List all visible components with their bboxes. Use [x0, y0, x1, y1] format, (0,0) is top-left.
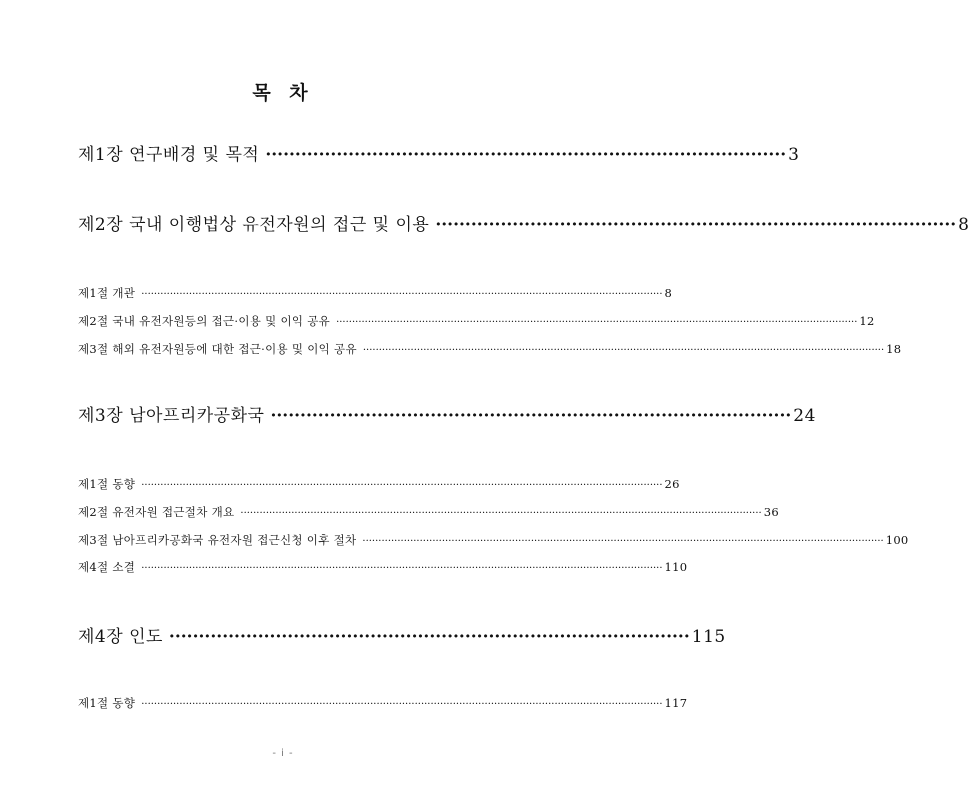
toc-section-2-1[interactable]: [78, 285, 673, 301]
dot-leader: ····································································································································································: [141, 563, 663, 574]
toc-page-number: 36: [763, 505, 779, 519]
toc-section-label: 제1절 동향: [78, 696, 136, 710]
toc-page-number: 110: [664, 560, 688, 574]
dot-leader: ····································································································································································: [336, 317, 858, 328]
toc-section-3-2[interactable]: [78, 504, 779, 520]
toc-chapter-label: 제3장 남아프리카공화국: [78, 406, 265, 426]
toc-chapter-label: 제2장 국내 이행법상 유전자원의 접근 및 이용: [78, 215, 430, 235]
dot-leader: ························································································: [435, 215, 957, 235]
toc-section-2-2[interactable]: [78, 313, 875, 329]
page-footer: - i -: [272, 748, 294, 759]
dot-leader: ····································································································································································: [362, 536, 884, 547]
toc-page-number: 26: [664, 477, 680, 491]
dot-leader: ····································································································································································: [141, 699, 663, 710]
toc-section-label: 제1절 동향: [78, 477, 136, 491]
dot-leader: ························································································: [265, 145, 787, 165]
toc-section-label: 제3절 해외 유전자원등에 대한 접근·이용 및 이익 공유: [78, 342, 357, 356]
page-title: 목 차: [252, 82, 314, 104]
toc-page-number: 18: [886, 342, 902, 356]
toc-chapter-3[interactable]: [78, 401, 816, 426]
toc-page-number: 8: [664, 286, 673, 300]
toc-section-2-3[interactable]: [78, 341, 902, 357]
dot-leader: ························································································: [168, 627, 690, 647]
dot-leader: ····································································································································································: [240, 508, 762, 519]
toc-chapter-label: 제4장 인도: [78, 627, 163, 647]
toc-section-label: 제2절 유전자원 접근절차 개요: [78, 505, 235, 519]
toc-page-number: 115: [691, 627, 726, 647]
toc-chapter-4[interactable]: [78, 622, 726, 647]
toc-chapter-2[interactable]: [78, 210, 970, 235]
dot-leader: ····································································································································································: [141, 480, 663, 491]
dot-leader: ····································································································································································: [362, 345, 885, 356]
toc-chapter-label: 제1장 연구배경 및 목적: [78, 145, 260, 165]
dot-leader: ························································································: [270, 406, 792, 426]
toc-page-number: 8: [958, 215, 970, 235]
toc-section-3-4[interactable]: [78, 559, 688, 575]
toc-chapter-1[interactable]: [78, 140, 800, 165]
toc-page-number: 3: [788, 145, 800, 165]
toc-section-label: 제4절 소결: [78, 560, 136, 574]
toc-section-3-1[interactable]: [78, 476, 680, 492]
toc-section-label: 제1절 개관: [78, 286, 136, 300]
toc-page-number: 100: [885, 533, 909, 547]
toc-section-label: 제2절 국내 유전자원등의 접근·이용 및 이익 공유: [78, 314, 331, 328]
toc-section-3-3[interactable]: [78, 532, 909, 548]
toc-section-4-1[interactable]: [78, 695, 688, 711]
toc-page-number: 12: [859, 314, 875, 328]
toc-page-number: 24: [793, 406, 816, 426]
toc-page-number: 117: [664, 696, 688, 710]
dot-leader: ····································································································································································: [141, 289, 663, 300]
toc-section-label: 제3절 남아프리카공화국 유전자원 접근신청 이후 절차: [78, 533, 357, 547]
